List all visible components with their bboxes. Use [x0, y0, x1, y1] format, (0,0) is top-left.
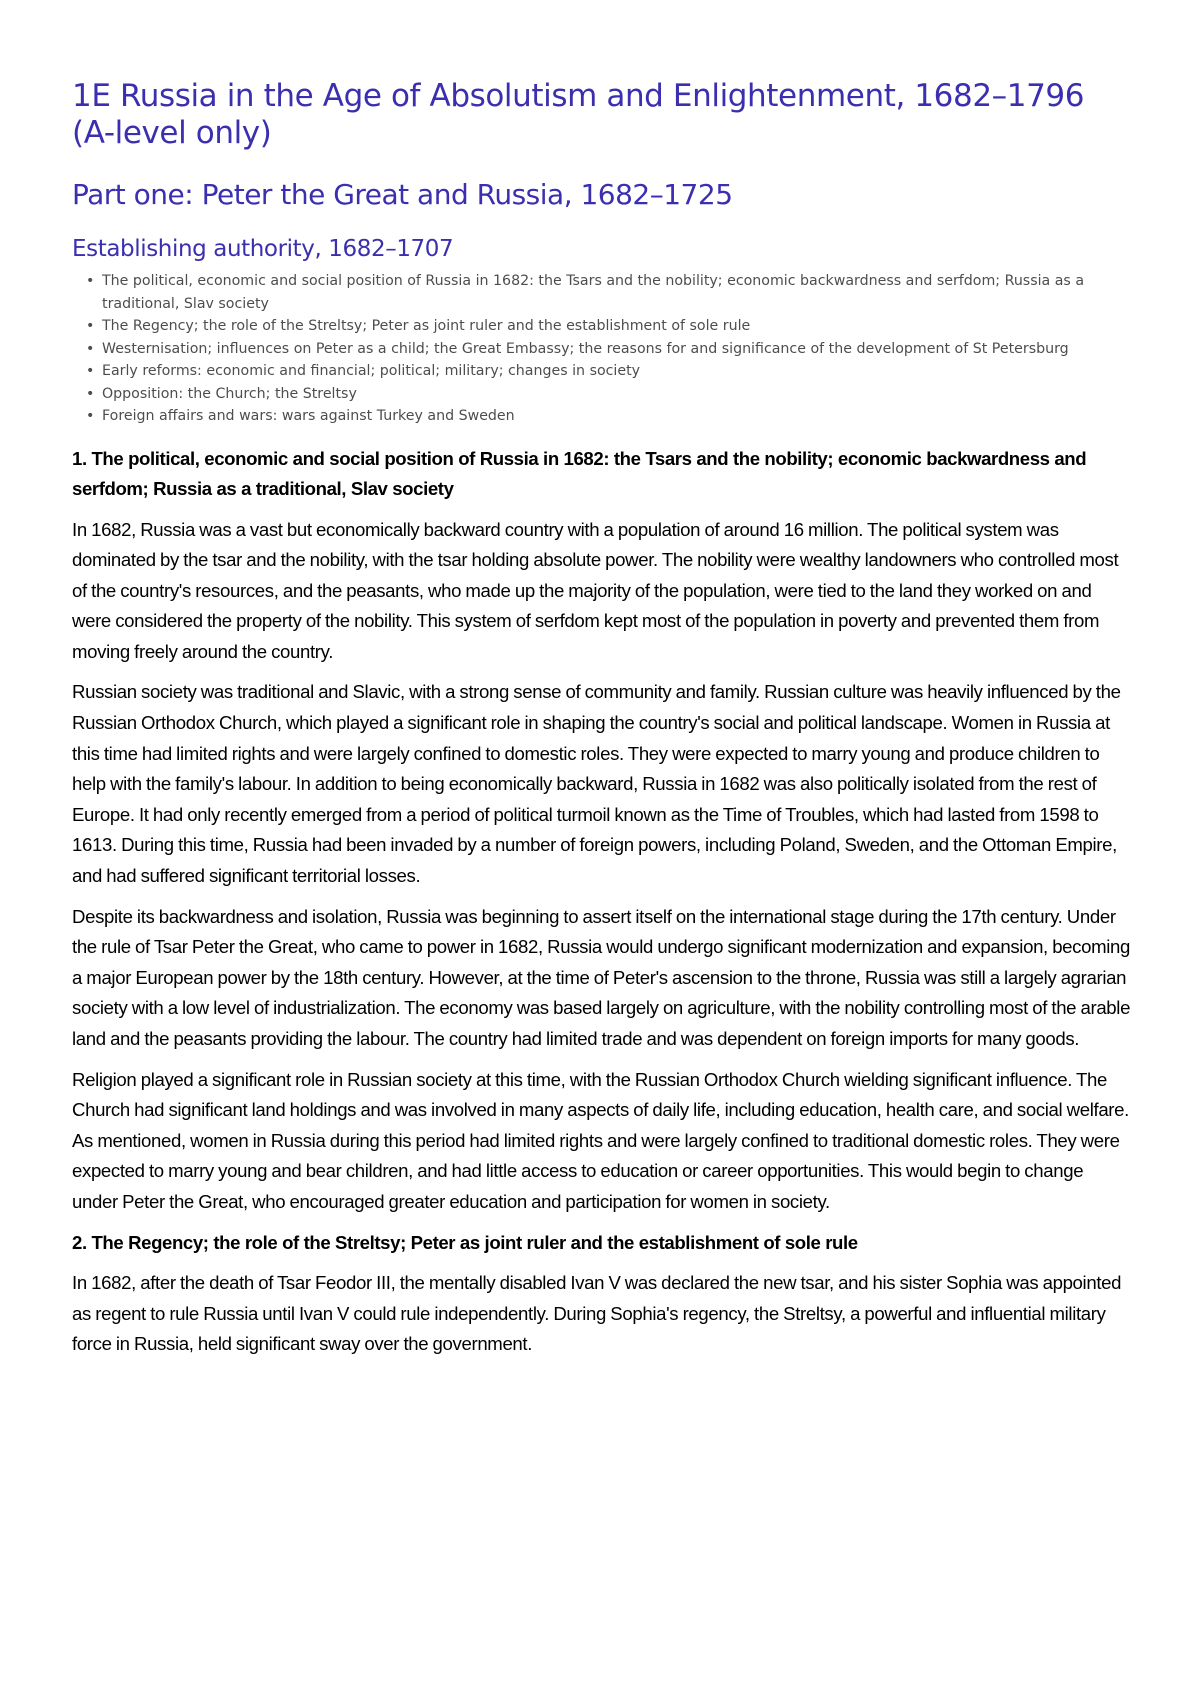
part-heading: Part one: Peter the Great and Russia, 1682–1725: [72, 178, 733, 211]
document-page: [72, 78, 1132, 1370]
bullet-icon: •: [86, 318, 95, 334]
list-item: [86, 405, 1132, 428]
section-2-paragraph: In 1682, after the death of Tsar Feodor III, the mentally disabled Ivan V was declared the new tsar, and his sister Sophia was appointed as regent to rule Russia until Ivan V could rule independently. During Sophia's regency, the Streltsy, a powerful and influential military force in Russia, held significant sway over the government.: [72, 1272, 1122, 1355]
bullet-icon: •: [86, 385, 95, 402]
bullet-icon: •: [86, 363, 95, 379]
list-item: [86, 315, 1132, 338]
bullet-text: Westernisation; influences on Peter as a child; the Great Embassy; the reasons for and significance of the development of St Petersburg: [102, 340, 1069, 357]
bullet-icon: •: [86, 408, 95, 424]
section-1-paragraph: Russian society was traditional and Slavic, with a strong sense of community and family. Russian culture was heavily influenced by the Russian Orthodox Church, which played a significant role in shaping the country's social and political landscape. Women in Russia at this time had limited rights and were largely confined to domestic roles. They were expected to marry young and produce children to help with the family's labour. In addition to being economically backward, Russia in 1682 was also politically isolated from the rest of Europe. It had only recently emerged from a period of political turmoil known as the Time of Troubles, which had lasted from 1598 to 1613. During this time, Russia had been invaded by a number of foreign powers, including Poland, Sweden, and the Ottoman Empire, and had suffered significant territorial losses.: [72, 681, 1121, 887]
bullet-text: Early reforms: economic and financial; political; military; changes in society: [102, 363, 641, 379]
section-1-paragraph: Religion played a significant role in Russian society at this time, with the Russian Orthodox Church wielding significant influence. The Church had significant land holdings and was involved in many aspects of daily life, including education, health care, and social welfare. As mentioned, women in Russia during this period had limited rights and were largely confined to traditional domestic roles. They were expected to marry young and bear children, and had little access to education or career opportunities. This would begin to change under Peter the Great, who encouraged greater education and participation for women in society.: [72, 1068, 1129, 1212]
section-1-paragraph: Despite its backwardness and isolation, Russia was beginning to assert itself on the international stage during the 17th century. Under the rule of Tsar Peter the Great, who came to power in 1682, Russia would undergo significant modernization and expansion, becoming a major European power by the 18th century. However, at the time of Peter's ascension to the throne, Russia was still a largely agrarian society with a low level of industrialization. The economy was based largely on agriculture, with the nobility controlling most of the arable land and the peasants providing the labour. The country had limited trade and was dependent on foreign imports for many goods.: [72, 905, 1131, 1049]
list-item: [86, 338, 1132, 361]
list-item: [86, 383, 1132, 406]
bullet-icon: •: [86, 340, 95, 357]
bullet-text: Foreign affairs and wars: wars against Turkey and Sweden: [102, 408, 515, 424]
section-2-heading: 2. The Regency; the role of the Streltsy; Peter as joint ruler and the establishment of sole rule: [72, 1231, 858, 1253]
section-1-paragraph: In 1682, Russia was a vast but economically backward country with a population of around 16 million. The political system was dominated by the tsar and the nobility, with the tsar holding absolute power. The nobility were wealthy landowners who controlled most of the country's resources, and the peasants, who made up the majority of the population, were tied to the land they worked on and were considered the property of the nobility. This system of serfdom kept most of the population in poverty and prevented them from moving freely around the country.: [72, 518, 1119, 662]
bullet-icon: •: [86, 273, 95, 289]
subheading: Establishing authority, 1682–1707: [72, 236, 454, 262]
topic-bullet-list: [72, 270, 1132, 428]
bullet-text: Opposition: the Church; the Streltsy: [102, 385, 357, 402]
bullet-text: The political, economic and social position of Russia in 1682: the Tsars and the nobility; economic backwardness and serfdom; Russia as a traditional, Slav society: [102, 273, 1085, 312]
bullet-text: The Regency; the role of the Streltsy; Peter as joint ruler and the establishment of sole rule: [102, 318, 751, 334]
section-1-heading: 1. The political, economic and social position of Russia in 1682: the Tsars and the nobility; economic backwardness and serfdom; Russia as a traditional, Slav society: [72, 447, 1087, 499]
list-item: [86, 270, 1132, 315]
list-item: [86, 360, 1132, 383]
document-title: 1E Russia in the Age of Absolutism and Enlightenment, 1682–1796 (A-level only): [72, 78, 1085, 151]
